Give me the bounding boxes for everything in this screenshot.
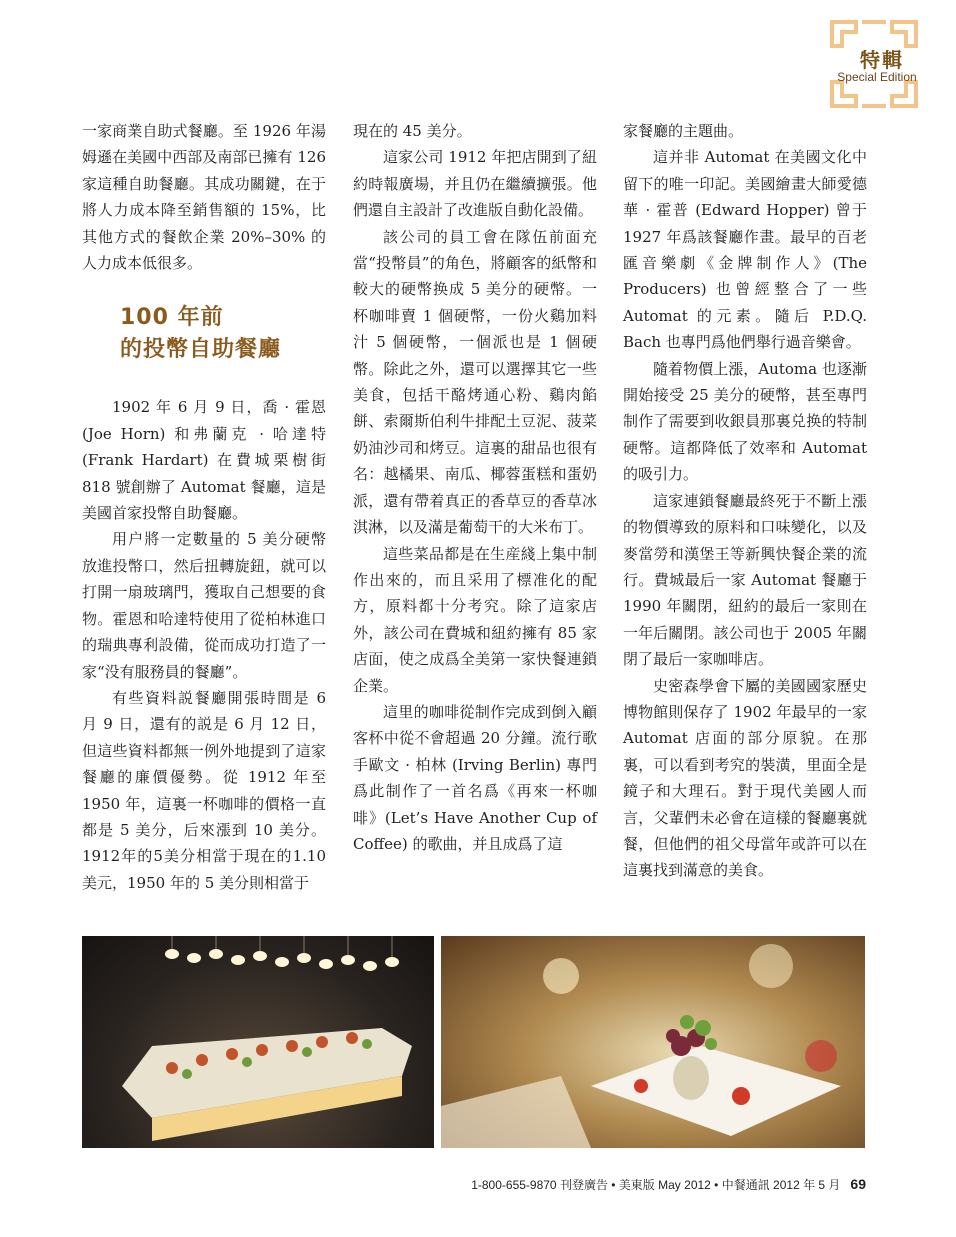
paragraph: 這并非 Automat 在美國文化中留下的唯一印記。美國繪畫大師愛德華 · 霍普 (Edward Hopper) 曾于 1927 年爲該餐廳作畫。最早的百老匯音樂劇《金牌制作人》(The Producers) 也曾經整合了一些 Automat 的元素。隨后 P.D.Q. Bach 也專門爲他們舉行過音樂會。 xyxy=(623,148,867,352)
section-heading-line: 的投幣自助餐廳 xyxy=(120,337,282,363)
section-heading xyxy=(120,302,326,366)
footer-info: 1-800-655-9870 刊登廣告 • 美東版 May 2012 • 中餐通訊 2012 年 5 月 xyxy=(471,1178,841,1192)
article-column-2 xyxy=(353,118,597,857)
paragraph: 1902 年 6 月 9 日，喬 · 霍恩 (Joe Horn) 和弗蘭克 · 哈達特 (Frank Hardart) 在費城栗樹街 818 號創辦了 Automat 餐廳，這是美國首家投幣自助餐廳。 xyxy=(82,398,326,523)
plated-dish-photo xyxy=(441,936,865,1148)
paragraph: 家餐廳的主題曲。 xyxy=(623,122,744,140)
paragraph: 有些資料説餐廳開張時間是 6 月 9 日，還有的説是 6 月 12 日，但這些資料都無一例外地提到了這家餐廳的廉價優勢。從 1912 年至 1950 年，這裏一杯咖啡的價格一直都是 5 美分，后來漲到 10 美分。1912年的5美分相當于現在的1.10 美元，1950 年的 5 美分則相當于 xyxy=(82,688,326,892)
buffet-photo-illustration xyxy=(82,936,434,1148)
paragraph: 這家連鎖餐廳最終死于不斷上漲的物價導致的原料和口味變化，以及麥當勞和漢堡王等新興快餐企業的流行。費城最后一家 Automat 餐廳于 1990 年關閉，紐約的最后一家則在一年后關閉。該公司也于 2005 年關閉了最后一家咖啡店。 xyxy=(623,491,867,669)
plated-dish-illustration xyxy=(441,936,865,1148)
paragraph: 史密森學會下屬的美國國家歷史博物館則保存了 1902 年最早的一家 Automat 店面的部分原貌。在那裏，可以看到考究的裝潢，里面全是鏡子和大理石。對于現代美國人而言，父輩們未必會在這樣的餐廳裏就餐，但他們的祖父母當年或許可以在這裏找到滿意的美食。 xyxy=(623,676,867,880)
paragraph: 這些菜品都是在生産綫上集中制作出來的，而且采用了標准化的配方，原料都十分考究。除了這家店外，該公司在費城和紐約擁有 85 家店面，使之成爲全美第一家快餐連鎖企業。 xyxy=(353,544,597,695)
article-column-3 xyxy=(623,118,867,884)
paragraph: 這里的咖啡從制作完成到倒入顧客杯中從不會超過 20 分鐘。流行歌手歐文 · 柏林 (Irving Berlin) 專門爲此制作了一首名爲《再來一杯咖啡》(Let’s Have Another Cup of Coffee) 的歌曲，并且成爲了這 xyxy=(353,702,597,853)
page-number: 69 xyxy=(850,1176,866,1192)
buffet-restaurant-photo xyxy=(82,936,434,1148)
paragraph: 現在的 45 美分。 xyxy=(353,122,472,140)
paragraph: 該公司的員工會在隊伍前面充當“投幣員”的角色，將顧客的紙幣和較大的硬幣换成 5 美分的硬幣。一杯咖啡賣 1 個硬幣，一份火鷄加料汁 5 個硬幣，一個派也是 1 個硬幣。除此之外，還可以選擇其它一些美食，包括干酪烤通心粉、鷄肉餡餅、索爾斯伯利牛排配土豆泥、菠菜奶油沙司和烤豆。這裏的甜品也很有名：越橘果、南瓜、椰蓉蛋糕和蛋奶派，還有帶着真正的香草豆的香草冰淇淋，以及滿是葡萄干的大米布丁。 xyxy=(353,227,597,537)
paragraph: 一家商業自助式餐廳。至 1926 年湯姆遜在美國中西部及南部已擁有 126 家這種自助餐廳。其成功關鍵，在于將人力成本降至銷售額的 15%，比其他方式的餐飲企業 20%–30% 的人力成本低很多。 xyxy=(82,122,326,273)
article-column-1 xyxy=(82,118,326,896)
paragraph: 用户將一定數量的 5 美分硬幣放進投幣口，然后扭轉旋鈕，就可以打開一扇玻璃門，獲取自己想要的食物。霍恩和哈達特使用了從柏林進口的瑞典專利設備，從而成功打造了一家“没有服務員的餐廳”。 xyxy=(82,530,326,681)
section-heading-line: 100 年前 xyxy=(120,305,224,331)
section-badge-title: 特輯 xyxy=(860,48,904,72)
page-footer xyxy=(0,1176,866,1193)
paragraph: 這家公司 1912 年把店開到了紐約時報廣場，并且仍在繼續擴張。他們還自主設計了改進版自動化設備。 xyxy=(353,148,597,220)
paragraph: 隨着物價上漲，Automa 也逐漸開始接受 25 美分的硬幣，甚至專門制作了需要到收銀員那裏兑换的特制硬幣。這都降低了效率和 Automat 的吸引力。 xyxy=(623,359,867,484)
section-badge-subtitle: Special Edition xyxy=(837,70,917,84)
